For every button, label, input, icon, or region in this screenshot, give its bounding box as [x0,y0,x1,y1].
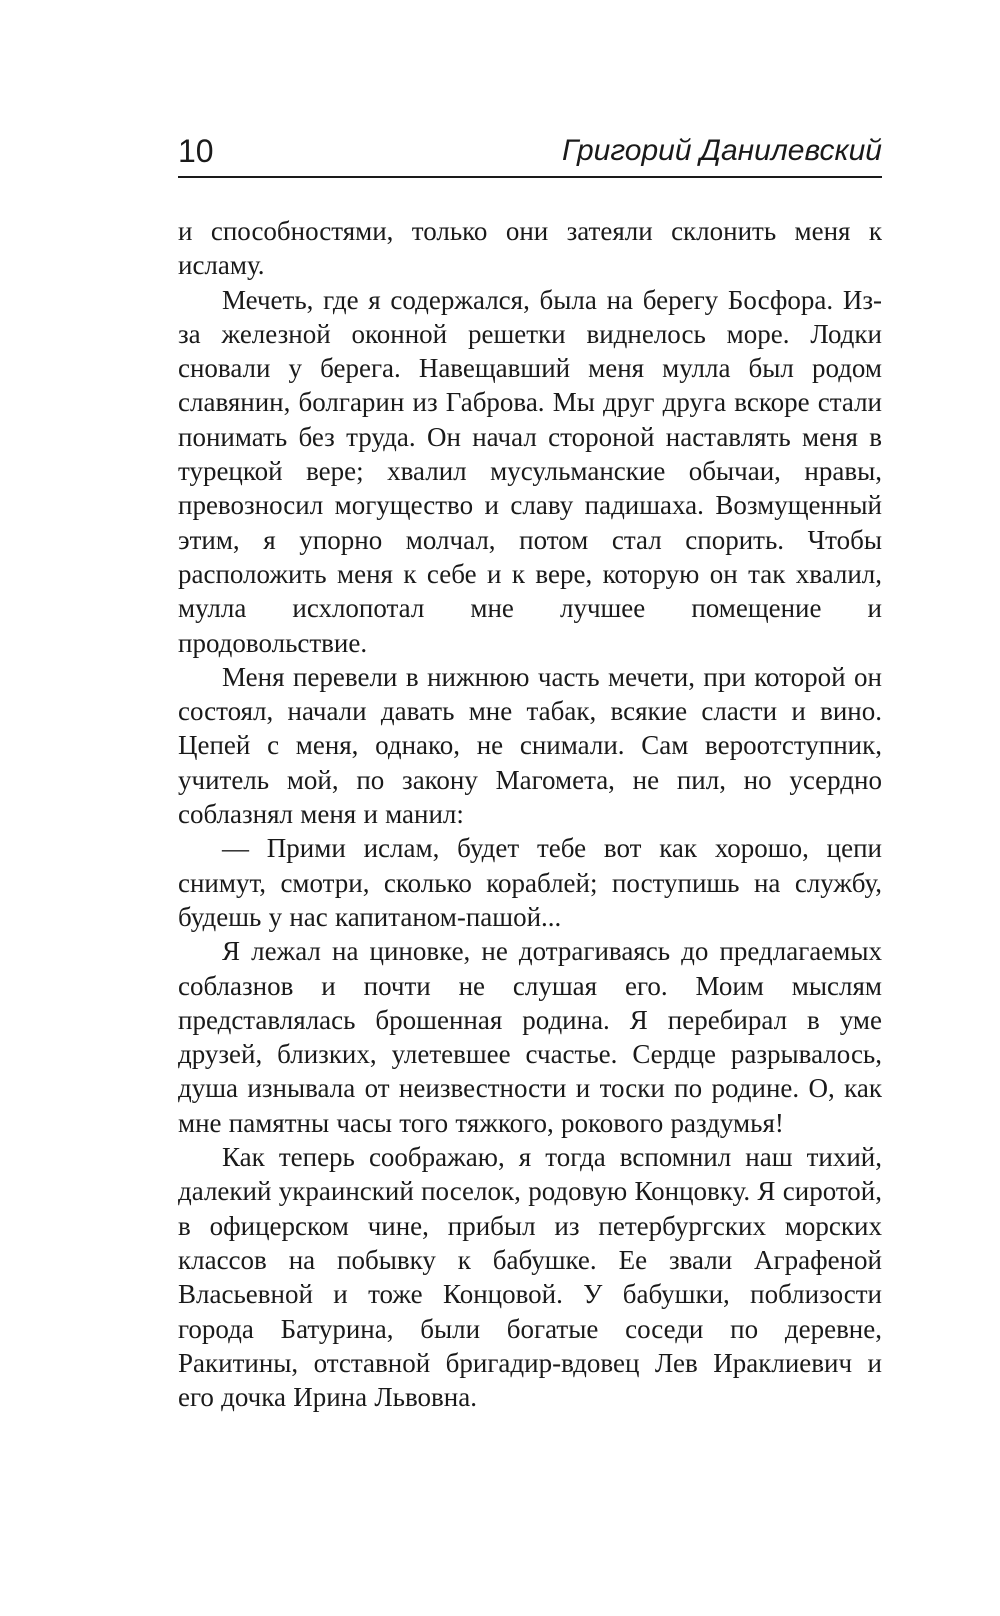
paragraph-4-dialogue: — Прими ислам, будет тебе вот как хорошо, цепи снимут, смотри, сколько кораблей; поступишь на службу, будешь у нас капитаном-пашой... [178,833,882,932]
paragraph-6: Как теперь соображаю, я тогда вспомнил наш тихий, далекий украинский поселок, родовую Концовку. Я сиротой, в офицерском чине, прибыл из петербургских морских классов на побывку к бабушке. Ее звали Аграфеной Власьевной и тоже Концовой. У бабушки, поблизости города Батурина, были богатые соседи по деревне, Ракитины, отставной бригадир-вдовец Лев Ираклиевич и его дочка Ирина Львовна. [178,1142,882,1413]
paragraph-3: Меня перевели в нижнюю часть мечети, при которой он состоял, начали давать мне табак, всякие сласти и вино. Цепей с меня, однако, не снимали. Сам вероотступник, учитель мой, по закону Магомета, не пил, но усердно соблазнял меня и манил: [178,661,882,830]
page-header [178,128,882,178]
running-title: Григорий Данилевский [561,134,882,167]
paragraph-2: Мечеть, где я содержался, была на берегу Босфора. Из-за железной оконной решетки виднелось море. Лодки сновали у берега. Навещавший меня мулла был родом славянин, болгарин из Габрова. Мы друг друга вскоре стали понимать без труда. Он начал стороной наставлять меня в турецкой вере; хвалил мусульманские обычаи, нравы, превозносил могущество и славу падишаха. Возмущенный этим, я упорно молчал, потом стал спорить. Чтобы расположить меня к себе и к вере, которую он так хвалил, мулла исхлопотал мне лучшее помещение и продовольствие. [178,284,882,658]
header-rule [178,176,882,178]
page-number: 10 [178,133,214,169]
paragraph-1: и способностями, только они затеяли склонить меня к исламу. [178,216,882,281]
text-body [178,214,882,1414]
paragraph-5: Я лежал на циновке, не дотрагиваясь до предлагаемых соблазнов и почти не слушая его. Моим мыслям представлялась брошенная родина. Я перебирал в уме друзей, близких, улетевшее счастье. Сердце разрывалось, душа изнывала от неизвестности и тоски по родине. О, как мне памятны часы того тяжкого, рокового раздумья! [178,936,882,1138]
